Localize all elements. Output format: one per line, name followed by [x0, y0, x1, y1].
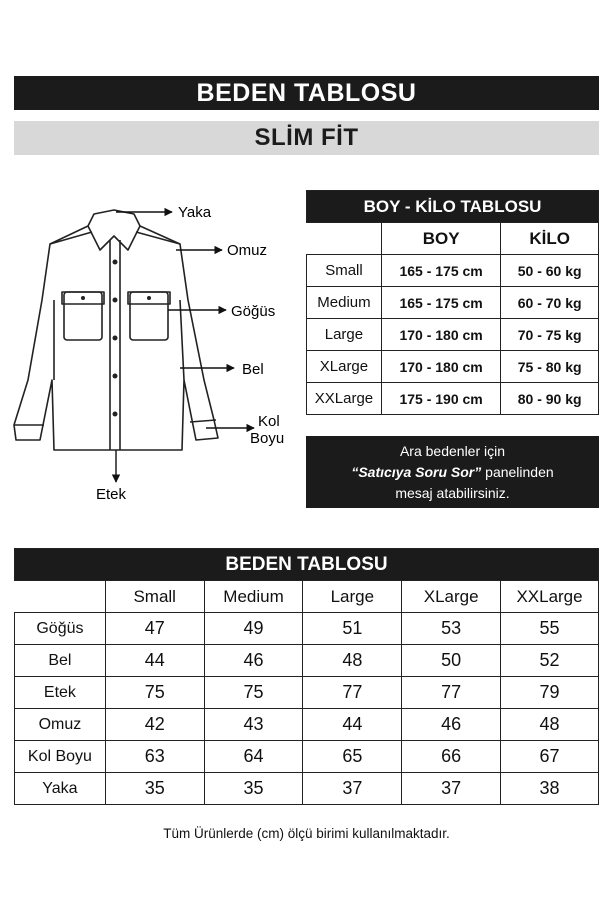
col-header: Large — [303, 581, 402, 613]
boy-value: 165 - 175 cm — [381, 287, 500, 319]
cell: 77 — [303, 677, 402, 709]
boy-value: 170 - 180 cm — [381, 319, 500, 351]
table-row — [307, 255, 599, 287]
table-row — [307, 383, 599, 415]
row-header: Etek — [15, 677, 106, 709]
info-note — [306, 436, 599, 508]
table-row — [15, 741, 599, 773]
label-boyu: Boyu — [250, 430, 285, 447]
label-gogus: Göğüs — [231, 303, 276, 320]
table-row — [15, 645, 599, 677]
cell: 49 — [204, 613, 303, 645]
cell: 48 — [303, 645, 402, 677]
boy-value: 170 - 180 cm — [381, 351, 500, 383]
cell: 44 — [303, 709, 402, 741]
cell: 65 — [303, 741, 402, 773]
size-label: Small — [307, 255, 382, 287]
label-kol: Kol — [258, 413, 280, 430]
col-header: XXLarge — [501, 581, 599, 613]
boy-value: 175 - 190 cm — [381, 383, 500, 415]
cell: 63 — [105, 741, 204, 773]
row-header: Bel — [15, 645, 106, 677]
table-row — [15, 677, 599, 709]
cell: 38 — [501, 773, 599, 805]
cell: 75 — [204, 677, 303, 709]
cell: 55 — [501, 613, 599, 645]
cell: 75 — [105, 677, 204, 709]
size-label: XXLarge — [307, 383, 382, 415]
boy-value: 165 - 175 cm — [381, 255, 500, 287]
cell: 51 — [303, 613, 402, 645]
cell: 47 — [105, 613, 204, 645]
label-bel: Bel — [242, 361, 264, 378]
cell: 48 — [501, 709, 599, 741]
button-dots — [81, 260, 151, 417]
fit-type-banner: SLİM FİT — [14, 121, 599, 155]
col-header: Small — [105, 581, 204, 613]
cell: 35 — [204, 773, 303, 805]
note-line-1: Ara bedenler için — [399, 442, 506, 459]
cell: 52 — [501, 645, 599, 677]
cell: 37 — [402, 773, 501, 805]
cell: 37 — [303, 773, 402, 805]
note-line-3: mesaj atabilirsiniz. — [395, 484, 510, 501]
label-yaka: Yaka — [178, 204, 212, 221]
cell: 64 — [204, 741, 303, 773]
cell: 50 — [402, 645, 501, 677]
cell: 42 — [105, 709, 204, 741]
boy-kilo-corner — [307, 223, 382, 255]
kilo-value: 60 - 70 kg — [501, 287, 599, 319]
boy-kilo-title: BOY - KİLO TABLOSU — [307, 191, 599, 223]
cell: 46 — [204, 645, 303, 677]
table-row — [15, 709, 599, 741]
beden-table — [14, 548, 599, 805]
cell: 44 — [105, 645, 204, 677]
table-row — [307, 287, 599, 319]
col-header-boy: BOY — [381, 223, 500, 255]
kilo-value: 80 - 90 kg — [501, 383, 599, 415]
table-row — [15, 613, 599, 645]
cell: 46 — [402, 709, 501, 741]
cell: 66 — [402, 741, 501, 773]
cell: 79 — [501, 677, 599, 709]
size-label: Medium — [307, 287, 382, 319]
kilo-value: 75 - 80 kg — [501, 351, 599, 383]
cell: 43 — [204, 709, 303, 741]
kilo-value: 50 - 60 kg — [501, 255, 599, 287]
cell: 77 — [402, 677, 501, 709]
col-header: XLarge — [402, 581, 501, 613]
label-etek: Etek — [96, 486, 127, 503]
note-rest: panelinden — [481, 463, 554, 480]
row-header: Omuz — [15, 709, 106, 741]
table-row — [307, 351, 599, 383]
col-header: Medium — [204, 581, 303, 613]
page-title: BEDEN TABLOSU — [14, 76, 599, 110]
row-header: Göğüs — [15, 613, 106, 645]
note-bold: “Satıcıya Soru Sor” — [351, 463, 482, 480]
row-header: Kol Boyu — [15, 741, 106, 773]
cell: 35 — [105, 773, 204, 805]
beden-table-title: BEDEN TABLOSU — [15, 549, 599, 581]
label-omuz: Omuz — [227, 242, 268, 259]
shirt-diagram — [0, 190, 300, 520]
col-header-kilo: KİLO — [501, 223, 599, 255]
beden-corner — [15, 581, 106, 613]
row-header: Yaka — [15, 773, 106, 805]
size-label: Large — [307, 319, 382, 351]
note-line-2 — [351, 462, 553, 483]
boy-kilo-table — [306, 190, 599, 415]
cell: 53 — [402, 613, 501, 645]
size-label: XLarge — [307, 351, 382, 383]
table-row — [307, 319, 599, 351]
footer-note: Tüm Ürünlerde (cm) ölçü birimi kullanılmaktadır. — [163, 826, 450, 841]
kilo-value: 70 - 75 kg — [501, 319, 599, 351]
table-row — [15, 773, 599, 805]
cell: 67 — [501, 741, 599, 773]
